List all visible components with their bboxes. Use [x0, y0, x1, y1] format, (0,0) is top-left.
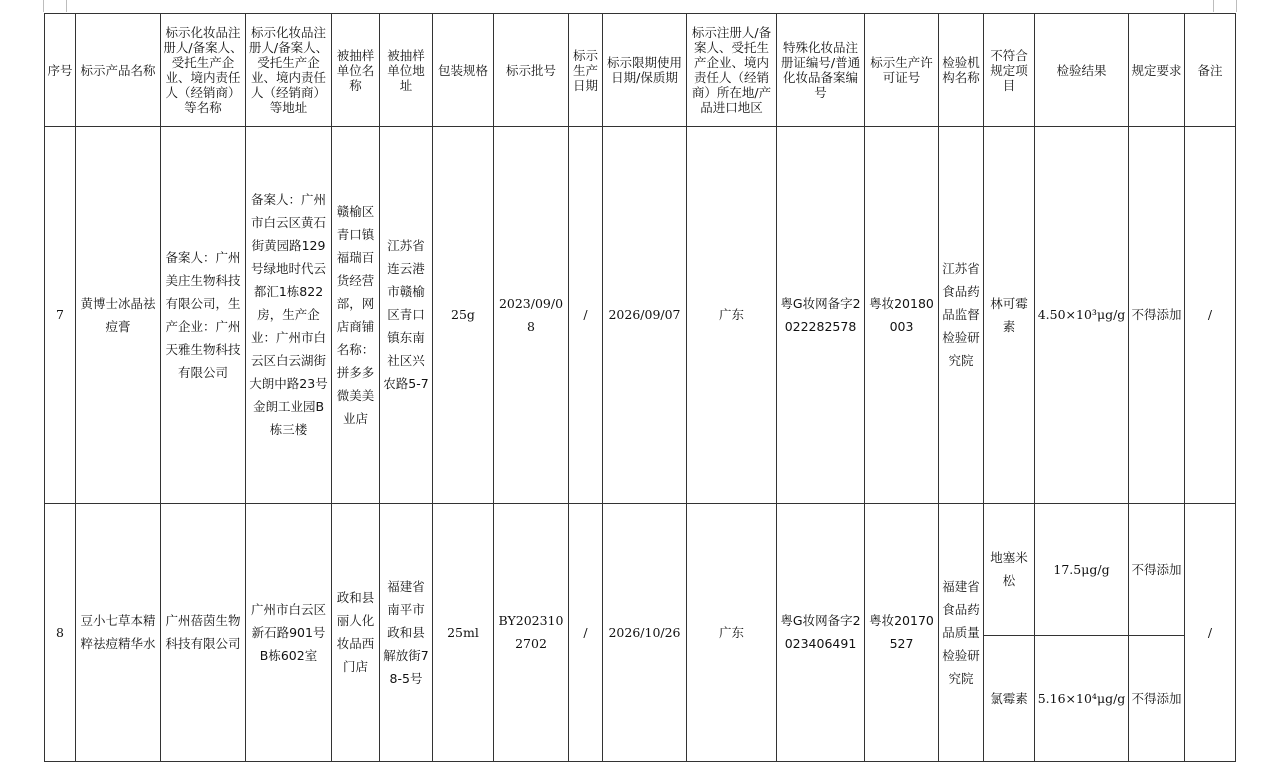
header-seq: 序号: [45, 14, 76, 127]
header-failed-item: 不符合规定项目: [984, 14, 1035, 127]
cell-result: 4.50×10³μg/g: [1035, 127, 1129, 504]
page-corner-marks: [0, 0, 1280, 14]
cell-product-name: 豆小七草本精粹祛痘精华水: [76, 503, 161, 761]
cell-registration-number: 粤G妆网备字2023406491: [777, 503, 865, 761]
cell-batch: BY2023102702: [494, 503, 569, 761]
header-company-address: 标示化妆品注册人/备案人、受托生产企业、境内责任人（经销商）等地址: [246, 14, 332, 127]
table-row-8: [45, 503, 1236, 635]
inspection-results-table: [44, 13, 1236, 762]
cell-package: 25ml: [433, 503, 494, 761]
cell-product-name: 黄博士冰晶祛痘膏: [76, 127, 161, 504]
cell-production-date: /: [569, 503, 603, 761]
cell-expiry: 2026/09/07: [603, 127, 687, 504]
header-row: [45, 14, 1236, 127]
cell-agency: 福建省食品药品质量检验研究院: [939, 503, 984, 761]
cell-region: 广东: [687, 127, 777, 504]
header-registration-number: 特殊化妆品注册证编号/普通化妆品备案编号: [777, 14, 865, 127]
header-company-name: 标示化妆品注册人/备案人、受托生产企业、境内责任人（经销商）等名称: [161, 14, 246, 127]
header-requirement: 规定要求: [1129, 14, 1185, 127]
table-row-7: [45, 127, 1236, 504]
header-agency: 检验机构名称: [939, 14, 984, 127]
corner-mark-left-inner: [66, 0, 67, 12]
cell-seq: 8: [45, 503, 76, 761]
cell-seq: 7: [45, 127, 76, 504]
cell-region: 广东: [687, 503, 777, 761]
cell-license-number: 粤妆20180003: [865, 127, 939, 504]
header-remark: 备注: [1185, 14, 1236, 127]
cell-result: 5.16×10⁴μg/g: [1035, 635, 1129, 761]
cell-registration-number: 粤G妆网备字2022282578: [777, 127, 865, 504]
cell-requirement: 不得添加: [1129, 503, 1185, 635]
corner-mark-right: [1236, 0, 1237, 12]
cell-package: 25g: [433, 127, 494, 504]
header-package: 包装规格: [433, 14, 494, 127]
cell-company-name: 广州蓓茵生物科技有限公司: [161, 503, 246, 761]
cell-batch: 2023/09/08: [494, 127, 569, 504]
header-product-name: 标示产品名称: [76, 14, 161, 127]
cell-license-number: 粤妆20170527: [865, 503, 939, 761]
cell-company-name: 备案人：广州美庄生物科技有限公司，生产企业：广州天雅生物科技有限公司: [161, 127, 246, 504]
header-result: 检验结果: [1035, 14, 1129, 127]
header-license-number: 标示生产许可证号: [865, 14, 939, 127]
header-sampled-unit: 被抽样单位名称: [332, 14, 380, 127]
header-batch: 标示批号: [494, 14, 569, 127]
cell-result: 17.5μg/g: [1035, 503, 1129, 635]
cell-remark: /: [1185, 503, 1236, 761]
header-sampled-address: 被抽样单位地址: [380, 14, 433, 127]
cell-company-address: 备案人：广州市白云区黄石街黄园路129号绿地时代云都汇1栋822房，生产企业：广州市白云区白云湖街大朗中路23号金朗工业园B栋三楼: [246, 127, 332, 504]
header-production-date: 标示生产日期: [569, 14, 603, 127]
cell-sampled-address: 江苏省连云港市赣榆区青口镇东南社区兴农路5-7: [380, 127, 433, 504]
cell-company-address: 广州市白云区新石路901号B栋602室: [246, 503, 332, 761]
cell-requirement: 不得添加: [1129, 127, 1185, 504]
cell-remark: /: [1185, 127, 1236, 504]
cell-failed-item: 地塞米松: [984, 503, 1035, 635]
cell-production-date: /: [569, 127, 603, 504]
cell-agency: 江苏省食品药品监督检验研究院: [939, 127, 984, 504]
cell-sampled-unit: 政和县丽人化妆品西门店: [332, 503, 380, 761]
cell-sampled-address: 福建省南平市政和县解放街78-5号: [380, 503, 433, 761]
header-expiry: 标示限期使用日期/保质期: [603, 14, 687, 127]
cell-failed-item: 林可霉素: [984, 127, 1035, 504]
cell-sampled-unit: 赣榆区青口镇福瑞百货经营部，网店商铺名称：拼多多微美美业店: [332, 127, 380, 504]
cell-requirement: 不得添加: [1129, 635, 1185, 761]
header-region: 标示注册人/备案人、受托生产企业、境内责任人（经销商）所在地/产品进口地区: [687, 14, 777, 127]
corner-mark-left: [43, 0, 44, 12]
cell-failed-item: 氯霉素: [984, 635, 1035, 761]
cell-expiry: 2026/10/26: [603, 503, 687, 761]
corner-mark-right-inner: [1213, 0, 1214, 12]
